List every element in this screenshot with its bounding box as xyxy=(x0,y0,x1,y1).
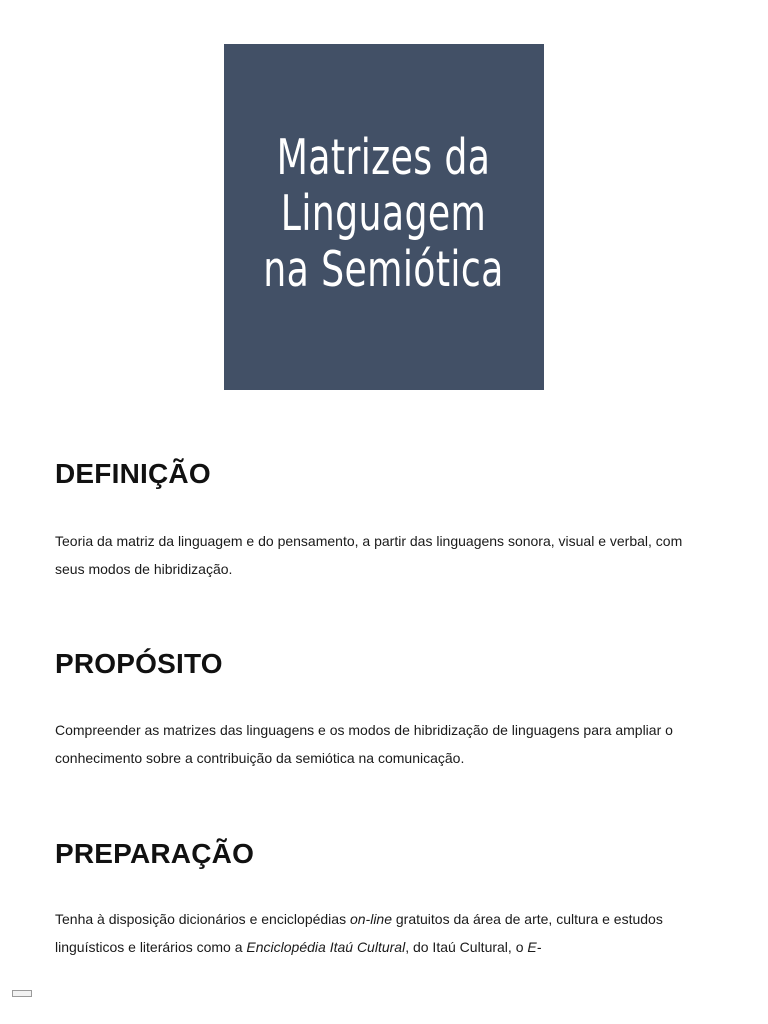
cover-title-line-3: na Semiótica xyxy=(263,241,505,298)
text-segment: Tenha à disposição dicionários e enciclopédias xyxy=(55,911,350,927)
section-text: Teoria da matriz da linguagem e do pensamento, a partir das linguagens sonora, visual e verbal, com seus modos de hibridização. xyxy=(55,533,683,577)
section-heading: PREPARAÇÃO xyxy=(55,838,255,869)
text-italic-segment: Enciclopédia Itaú Cultural xyxy=(246,938,406,955)
cover-image xyxy=(224,44,544,390)
text-italic-segment: E- xyxy=(527,938,542,955)
section-text: Compreender as matrizes das linguagens e os modos de hibridização de linguagens para ampliar o conhecimento sobre a contribuição da semiótica na comunicação. xyxy=(55,722,673,766)
cover-title xyxy=(264,130,505,298)
section-text xyxy=(55,906,695,961)
page-marker xyxy=(12,990,32,997)
section-heading: DEFINIÇÃO xyxy=(55,458,211,489)
section-heading: PROPÓSITO xyxy=(55,648,223,679)
cover-title-line-1: Matrizes da xyxy=(277,129,491,186)
text-italic-segment: on-line xyxy=(349,911,392,927)
section-preparacao xyxy=(55,838,695,961)
section-definicao xyxy=(55,458,695,583)
section-proposito xyxy=(55,648,695,772)
cover-title-line-2: Linguagem xyxy=(281,185,487,242)
text-segment: gratuitos da área de arte, cultura e estudos linguísticos e literários como a xyxy=(55,911,663,955)
text-segment: , do Itaú Cultural, o xyxy=(405,938,528,955)
